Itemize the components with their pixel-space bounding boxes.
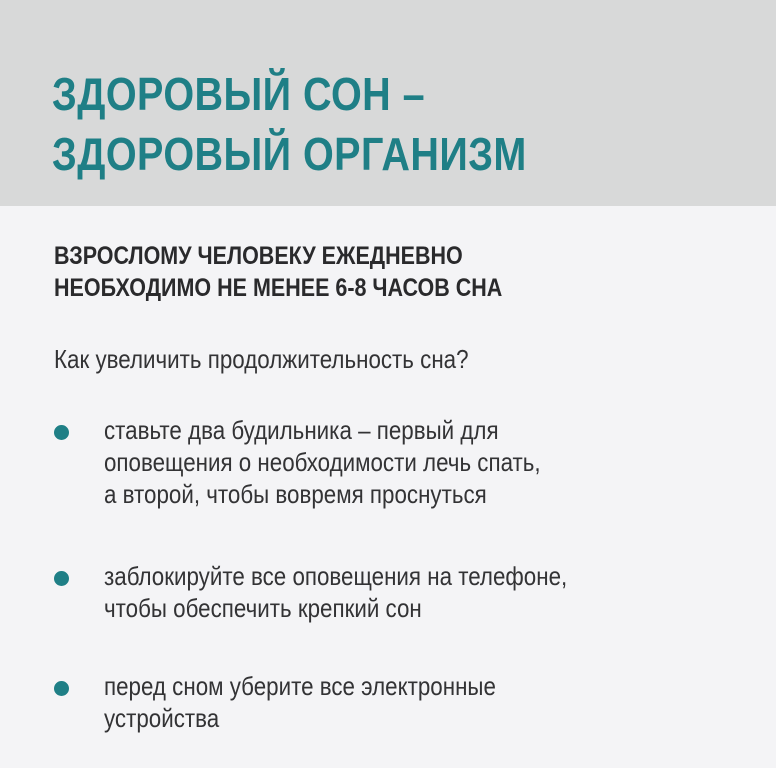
bullet-dot-icon <box>54 571 69 586</box>
subheading <box>54 240 502 304</box>
tip-line: перед сном уберите все электронные <box>104 671 496 701</box>
question-text: Как увеличить продолжительность сна? <box>54 344 469 374</box>
tip-line: а второй, чтобы вовремя проснуться <box>104 479 487 509</box>
tip-line: оповещения о необходимости лечь спать, <box>104 447 541 477</box>
tip-line: устройства <box>104 703 220 733</box>
bullet-dot-icon <box>54 425 69 440</box>
tip-text <box>104 670 496 734</box>
subheading-line-1: ВЗРОСЛОМУ ЧЕЛОВЕКУ ЕЖЕДНЕВНО <box>54 242 463 270</box>
tip-line: чтобы обеспечить крепкий сон <box>104 593 422 623</box>
tip-text <box>104 414 541 510</box>
tip-line: ставьте два будильника – первый для <box>104 415 499 445</box>
subheading-line-2: НЕОБХОДИМО НЕ МЕНЕЕ 6-8 ЧАСОВ СНА <box>54 274 503 302</box>
tip-line: заблокируйте все оповещения на телефоне, <box>104 561 568 591</box>
header-banner <box>0 0 776 206</box>
title-line-1: ЗДОРОВЫЙ СОН – <box>52 68 426 120</box>
tip-text <box>104 560 567 624</box>
bullet-dot-icon <box>54 681 69 696</box>
title-line-2: ЗДОРОВЫЙ ОРГАНИЗМ <box>52 128 527 180</box>
